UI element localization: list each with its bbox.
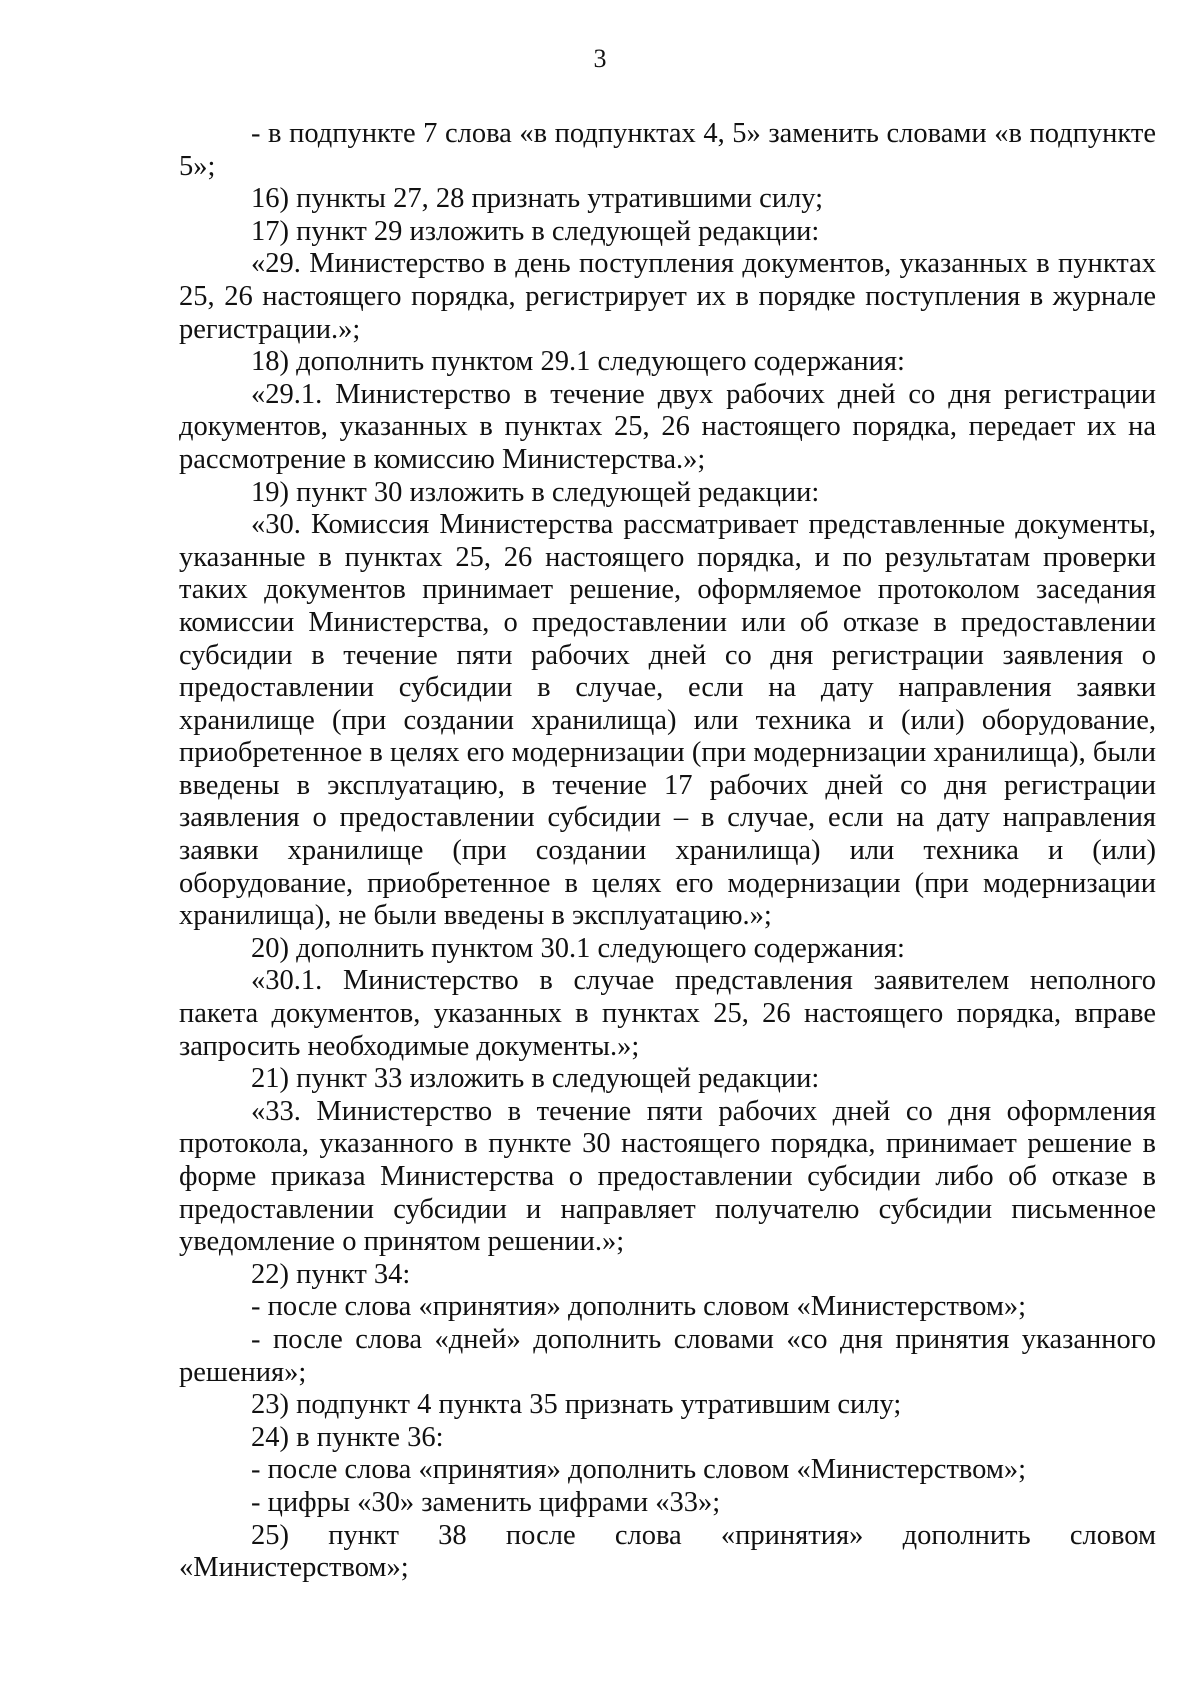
paragraph-item-21: 21) пункт 33 изложить в следующей редакции: (251, 1063, 820, 1095)
paragraph-item-18: 18) дополнить пунктом 29.1 следующего содержания: (251, 346, 905, 378)
paragraph-new-point-29: «29. Министерство в день поступления документов, указанных в пунктах 25, 26 настоящего порядка, регистрирует их в порядке поступления в журнале регистрации.»; (179, 248, 1156, 345)
page-number: 3 (593, 44, 607, 73)
paragraph-new-point-29-1: «29.1. Министерство в течение двух рабочих дней со дня регистрации документов, указанных в пунктах 25, 26 настоящего порядка, передает их на рассмотрение в комиссию Министерства.»; (179, 378, 1156, 475)
paragraph-item-22: 22) пункт 34: (251, 1258, 411, 1290)
paragraph-item-25: 25) пункт 38 после слова «принятия» дополнить словом «Министерством»; (179, 1519, 1156, 1584)
paragraph-item-23: 23) подпункт 4 пункта 35 признать утратившим силу; (251, 1389, 902, 1421)
paragraph-new-point-33: «33. Министерство в течение пяти рабочих дней со дня оформления протокола, указанного в пункте 30 настоящего порядка, принимает решение в форме приказа Министерства о предоставлении субсидии либо об отказе в предоставлении субсидии и направляет получателю субсидии письменное уведомление о принятом решении.»; (179, 1095, 1156, 1258)
paragraph-item-19: 19) пункт 30 изложить в следующей редакции: (251, 476, 820, 508)
paragraph-item-20: 20) дополнить пунктом 30.1 следующего содержания: (251, 932, 905, 964)
paragraph-item-24: 24) в пункте 36: (251, 1421, 444, 1453)
paragraph-item-22-b: - после слова «дней» дополнить словами «со дня принятия указанного решения»; (179, 1323, 1156, 1388)
paragraph-amend-subpoint-7: - в подпункте 7 слова «в подпунктах 4, 5» заменить словами «в подпункте 5»; (179, 118, 1156, 182)
paragraph-item-16: 16) пункты 27, 28 признать утратившими силу; (251, 183, 824, 215)
paragraph-new-point-30-1: «30.1. Министерство в случае представления заявителем неполного пакета документов, указанных в пунктах 25, 26 настоящего порядка, вправе запросить необходимые документы.»; (179, 965, 1156, 1062)
paragraph-new-point-30: «30. Комиссия Министерства рассматривает представленные документы, указанные в пунктах 25, 26 настоящего порядка, и по результатам проверки таких документов принимает решение, оформляемое протоколом заседания комиссии Министерства, о предоставлении или об отказе в предоставлении субсидии в течение пяти рабочих дней со дня регистрации заявления о предоставлении субсидии в случае, если на дату направления заявки хранилище (при создании хранилища) или техника и (или) оборудование, приобретенное в целях его модернизации (при модернизации хранилища), были введены в эксплуатацию, в течение 17 рабочих дней со дня регистрации заявления о предоставлении субсидии – в случае, если на дату направления заявки хранилище (при создании хранилища) или техника и (или) оборудование, приобретенное в целях его модернизации (при модернизации хранилища), не были введены в эксплуатацию.»; (179, 509, 1156, 932)
paragraph-item-24-b: - цифры «30» заменить цифрами «33»; (251, 1486, 721, 1518)
paragraph-item-22-a: - после слова «принятия» дополнить словом «Министерством»; (251, 1291, 1027, 1323)
paragraph-item-17: 17) пункт 29 изложить в следующей редакции: (251, 215, 820, 247)
document-body (179, 118, 1156, 1585)
paragraph-item-24-a: - после слова «принятия» дополнить словом «Министерством»; (251, 1454, 1027, 1486)
